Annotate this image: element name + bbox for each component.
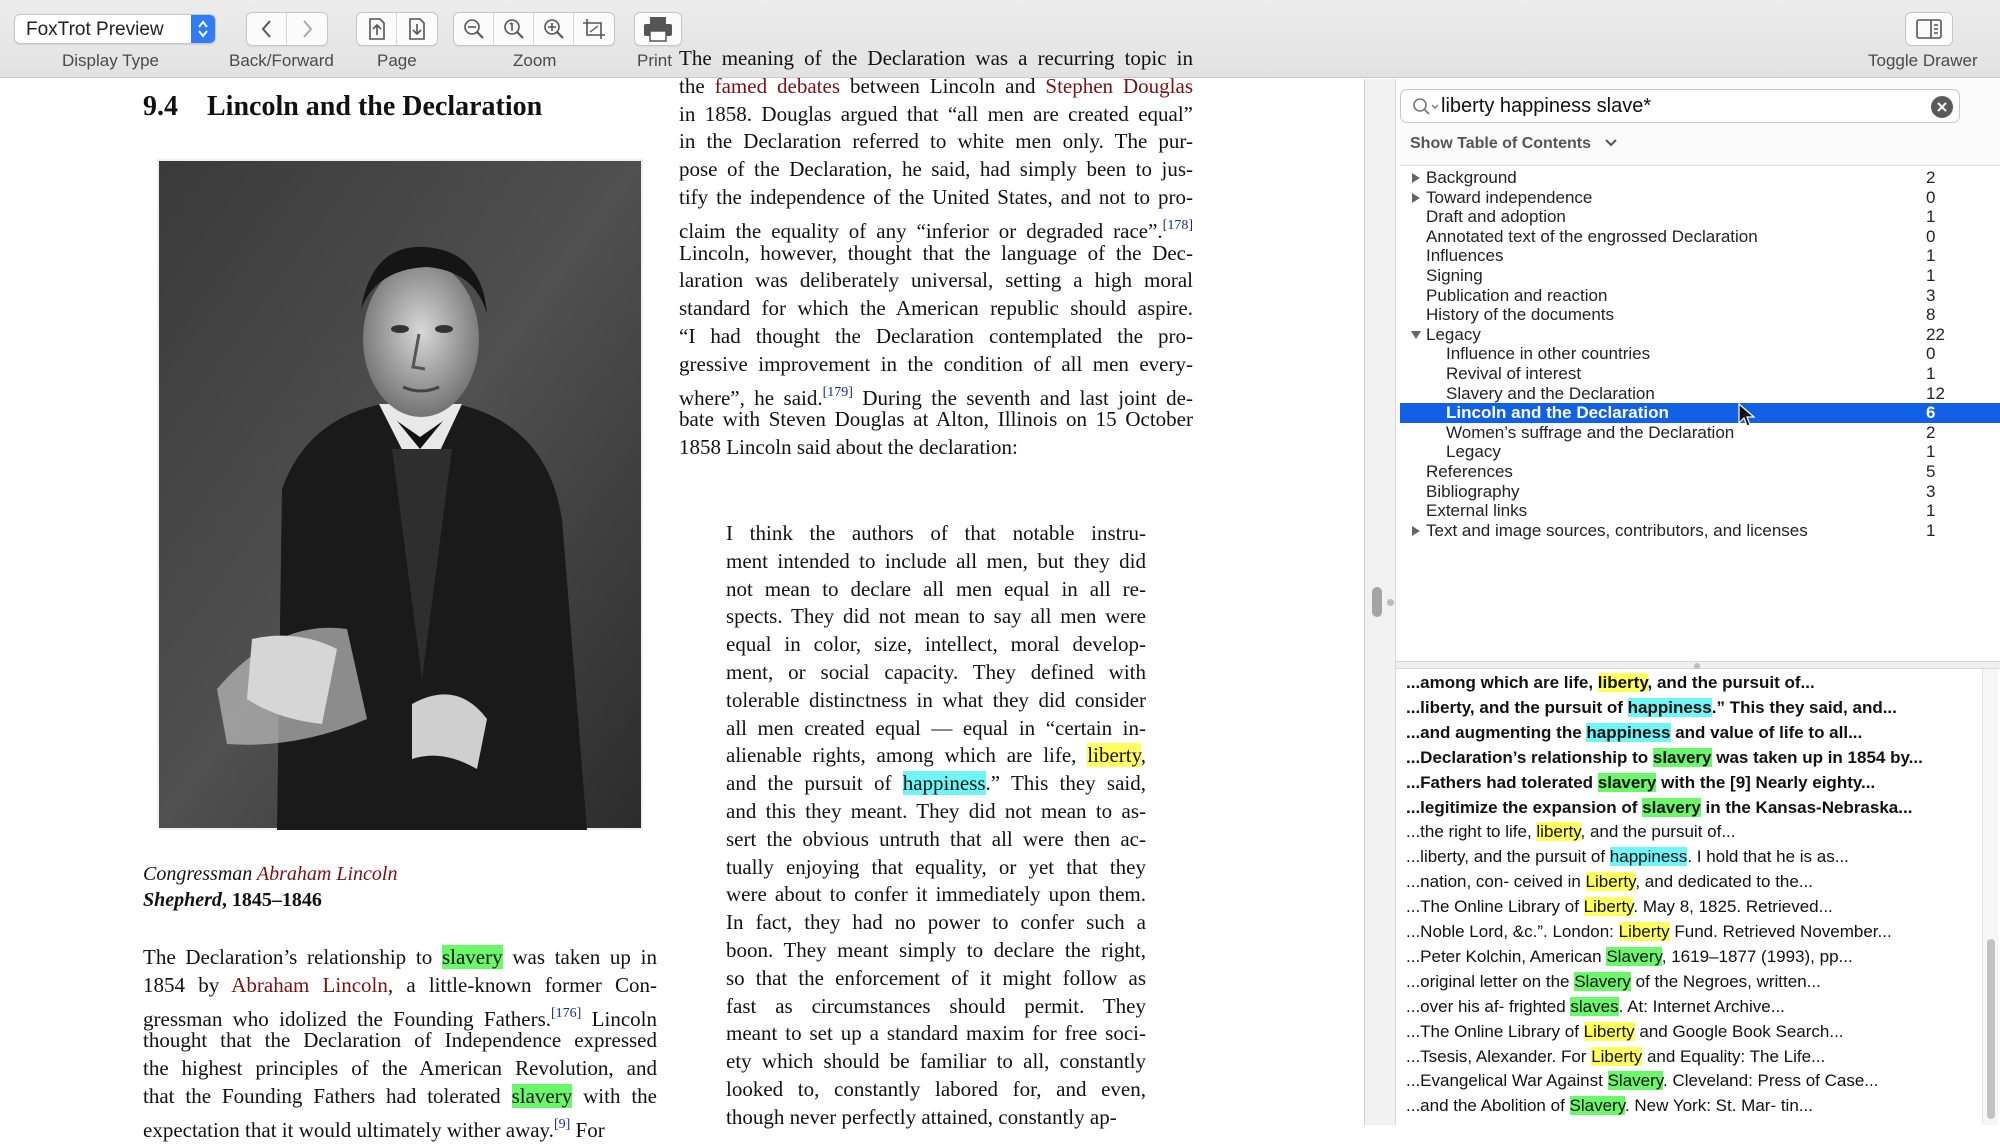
- section-heading: [143, 91, 542, 123]
- text-line: though never perfectly attained, constantly ap-: [726, 1104, 1117, 1129]
- previous-page-button[interactable]: [357, 13, 397, 45]
- zoom-in-icon: [543, 18, 565, 40]
- display-type-label: Display Type: [62, 51, 160, 70]
- toc-item[interactable]: [1400, 207, 2000, 227]
- text-line: looked to, constantly labored for, and even,: [726, 1076, 1146, 1101]
- text-line: In fact, they had no power to confer such a: [726, 910, 1146, 935]
- search-hit-highlight: slavery: [1642, 797, 1701, 817]
- search-result-item[interactable]: ...Fathers had tolerated slavery with the [9] Nearly eighty...: [1406, 772, 1876, 792]
- splitter-dot: [1387, 599, 1394, 606]
- toc-item[interactable]: [1400, 501, 2000, 521]
- image-caption-line1: Congressman Abraham Lincoln: [143, 863, 398, 885]
- image-caption-line2: Shepherd, 1845–1846: [143, 889, 322, 911]
- search-result-item[interactable]: ...Evangelical War Against Slavery. Cleveland: Press of Case...: [1406, 1071, 1879, 1091]
- toggle-drawer-button[interactable]: [1905, 12, 1953, 46]
- citation-link[interactable]: [176]: [551, 1005, 582, 1021]
- text-line: tolerable distinctness in what they did consider: [726, 687, 1146, 712]
- toc-item[interactable]: [1400, 423, 2000, 443]
- zoom-to-fit-button[interactable]: [574, 13, 614, 45]
- text-line: I think the authors of that notable instru-: [726, 521, 1146, 545]
- search-hit-highlight: Liberty: [1585, 872, 1636, 892]
- toc-item-label: Revival of interest: [1446, 364, 1582, 383]
- lincoln-portrait-image: [157, 159, 643, 830]
- hyperlink[interactable]: Stephen Douglas: [1045, 73, 1193, 98]
- next-page-button[interactable]: [397, 13, 437, 45]
- search-result-item[interactable]: ...and the Abolition of Slavery. New York: St. Mar- tin...: [1406, 1096, 1813, 1116]
- toc-item[interactable]: [1400, 521, 2000, 541]
- toc-item-label: Influence in other countries: [1446, 344, 1651, 364]
- text-line: in the Declaration referred to white men only. The pur-: [679, 129, 1193, 154]
- block-quote: [726, 520, 1146, 1132]
- toc-item[interactable]: [1400, 403, 2000, 423]
- text-line: ety which should be familiar to all, constantly: [726, 1049, 1146, 1074]
- text-line: ment intended to include all men, but they did: [726, 548, 1146, 573]
- abraham-lincoln-caption-link[interactable]: Abraham Lincoln: [256, 863, 398, 885]
- toc-item[interactable]: [1400, 364, 2000, 384]
- toc-hit-count: 1: [1926, 442, 1936, 462]
- search-result-item[interactable]: ...Declaration’s relationship to slavery was taken up in 1854 by...: [1406, 747, 1923, 767]
- toc-item[interactable]: [1400, 305, 2000, 325]
- toc-hit-count: 2: [1926, 422, 1936, 442]
- text-line: meant to set up a standard maxim for free soci-: [726, 1021, 1146, 1046]
- toc-item[interactable]: [1400, 168, 2000, 188]
- toc-item-label: Publication and reaction: [1426, 285, 1608, 305]
- actual-size-button[interactable]: [494, 13, 534, 45]
- toc-item[interactable]: [1400, 462, 2000, 482]
- text-line: “I had thought the Declaration contemplated the pro-: [679, 323, 1193, 348]
- sidebar-icon: [1916, 19, 1942, 39]
- toc-hit-count: 1: [1926, 207, 1936, 227]
- text-line: standard for which the American republic should aspire.: [679, 296, 1193, 321]
- clear-search-button[interactable]: [1931, 96, 1953, 118]
- text-line: gressman who idolized the Founding Fathers.[176] Lincoln: [143, 1005, 657, 1031]
- search-result-item[interactable]: ...original letter on the Slavery of the Negroes, written...: [1406, 971, 1821, 991]
- search-icon: [1412, 97, 1440, 117]
- splitter-grip[interactable]: [1372, 587, 1382, 617]
- page-control: [356, 12, 438, 46]
- toc-hit-count: 0: [1926, 344, 1936, 364]
- chevron-left-icon: [260, 19, 274, 39]
- toc-item-label: References: [1426, 462, 1513, 481]
- chevron-down-icon: [1605, 139, 1617, 147]
- toc-hit-count: 8: [1926, 305, 1936, 325]
- search-result-item[interactable]: ...liberty, and the pursuit of happiness.” This they said, and...: [1406, 697, 1897, 717]
- text-line: The Declaration’s relationship to slavery was taken up in: [143, 945, 657, 969]
- disclosure-closed-icon[interactable]: [1410, 172, 1422, 184]
- search-hit-highlight: Liberty: [1583, 897, 1634, 917]
- toc-hit-count: 5: [1926, 462, 1936, 481]
- search-result-item[interactable]: ...liberty, and the pursuit of happiness. I hold that he is as...: [1406, 847, 1849, 867]
- toc-item-label: Legacy: [1446, 442, 1501, 462]
- results-scrollbar[interactable]: [1982, 669, 1998, 1125]
- text-line: thought that the Declaration of Independence expressed: [143, 1028, 657, 1053]
- text-line: laration was deliberately universal, setting a high moral: [679, 268, 1193, 293]
- toc-hit-count: 1: [1926, 501, 1936, 521]
- zoom-in-button[interactable]: [534, 13, 574, 45]
- hyperlink[interactable]: Abraham Lincoln: [231, 972, 388, 997]
- text-line: so that the enforcement of it might follow as: [726, 965, 1146, 990]
- search-result-item[interactable]: ...The Online Library of Liberty and Google Book Search...: [1406, 1021, 1844, 1041]
- toc-item-label: Legacy: [1426, 324, 1481, 344]
- toc-hit-count: 0: [1926, 187, 1936, 207]
- zoom-actual-icon: [503, 18, 525, 40]
- toc-item[interactable]: [1400, 325, 2000, 345]
- page-down-icon: [407, 17, 427, 41]
- search-hit-highlight: Liberty: [1618, 922, 1670, 941]
- body-paragraph-left: [143, 944, 658, 1142]
- search-result-item[interactable]: ...and augmenting the happiness and value of life to all...: [1406, 722, 1863, 742]
- search-hit-highlight: Slavery: [1607, 1071, 1664, 1091]
- crop-fit-icon: [582, 18, 606, 40]
- back-forward-control: [246, 12, 328, 46]
- disclosure-open-icon[interactable]: [1410, 329, 1422, 341]
- zoom-label: Zoom: [513, 51, 557, 70]
- results-splitter[interactable]: [1396, 661, 2000, 669]
- text-line: in 1858. Douglas argued that “all men are created equal”: [679, 101, 1193, 126]
- text-line: all men created equal — equal in “certain in-: [726, 715, 1146, 740]
- citation-link[interactable]: [9]: [553, 1116, 571, 1132]
- back-button[interactable]: [247, 13, 287, 45]
- page-up-icon: [367, 17, 387, 41]
- text-line: the famed debates between Lincoln and Stephen Douglas: [679, 73, 1193, 98]
- print-label: Print: [637, 51, 672, 70]
- toc-hit-count: 12: [1926, 383, 1945, 403]
- search-result-item[interactable]: ...the right to life, liberty, and the pursuit of...: [1406, 822, 1736, 842]
- toc-item[interactable]: [1400, 286, 2000, 306]
- toc-item[interactable]: [1400, 442, 2000, 462]
- toc-hit-count: 3: [1926, 481, 1936, 501]
- toc-hit-count: 6: [1926, 403, 1936, 423]
- text-line: boon. They meant simply to declare the right,: [726, 937, 1146, 962]
- citation-link[interactable]: [179]: [822, 384, 853, 400]
- toc-hit-count: 1: [1926, 246, 1936, 266]
- search-hit-highlight: slaves: [1570, 996, 1619, 1016]
- search-hit-highlight: happiness: [902, 771, 986, 796]
- toc-hit-count: 0: [1926, 226, 1936, 246]
- search-result-item[interactable]: ...The Online Library of Liberty. May 8, 1825. Retrieved...: [1406, 897, 1833, 917]
- search-result-item[interactable]: ...nation, con- ceived in Liberty, and dedicated to the...: [1406, 872, 1813, 892]
- toc-item-label: Influences: [1426, 246, 1504, 266]
- search-field[interactable]: [1400, 89, 1960, 123]
- text-line: and the pursuit of happiness.” This they said,: [726, 771, 1146, 796]
- toc-item-label: Draft and adoption: [1426, 207, 1566, 227]
- toc-item-label: Toward independence: [1426, 187, 1593, 207]
- text-line: equal in color, size, intellect, moral develop-: [726, 632, 1146, 657]
- text-line: not mean to declare all men equal in all re-: [726, 576, 1146, 601]
- toc-hit-count: 1: [1926, 266, 1936, 285]
- print-control: [634, 12, 682, 46]
- search-result-item[interactable]: ...Peter Kolchin, American Slavery, 1619–1877 (1993), pp...: [1406, 946, 1853, 966]
- search-hit-highlight: Slavery: [1574, 971, 1631, 991]
- toc-item[interactable]: [1400, 344, 2000, 364]
- text-line: the highest principles of the American Revolution, and: [143, 1056, 657, 1081]
- text-line: 1854 by Abraham Lincoln, a little-known former Con-: [143, 972, 658, 997]
- show-toc-toggle[interactable]: Show Table of Contents: [1410, 135, 1617, 153]
- disclosure-closed-icon[interactable]: [1410, 192, 1422, 204]
- search-hit-highlight: slavery: [441, 945, 503, 969]
- close-icon: [1936, 101, 1948, 113]
- section-number: 9.4: [143, 91, 178, 122]
- search-hit-highlight: slavery: [511, 1083, 573, 1108]
- text-line: spects. They did not mean to say all men were: [726, 604, 1146, 629]
- toc-hit-count: 1: [1926, 520, 1936, 540]
- printer-icon: [642, 16, 674, 42]
- text-line: sert the obvious untruth that all were then ac-: [726, 826, 1146, 851]
- toc-hit-count: 3: [1926, 285, 1936, 305]
- search-hit-highlight: liberty: [1597, 673, 1648, 692]
- search-result-item[interactable]: ...Tsesis, Alexander. For Liberty and Equality: The Life...: [1406, 1046, 1826, 1066]
- hyperlink[interactable]: famed debates: [714, 73, 840, 98]
- search-hit-highlight: Liberty: [1583, 1021, 1635, 1041]
- search-results-list: [1396, 669, 2000, 1125]
- toc-item[interactable]: [1400, 227, 2000, 247]
- toc-item[interactable]: [1400, 384, 2000, 404]
- search-hit-highlight: slavery: [1652, 747, 1712, 767]
- toc-item-label: Slavery and the Declaration: [1446, 383, 1655, 403]
- text-line: fast as circumstances should permit. They: [726, 993, 1146, 1018]
- text-line: Lincoln, however, thought that the language of the Dec-: [679, 240, 1193, 265]
- text-line: pose of the Declaration, he said, had simply been to jus-: [679, 157, 1193, 182]
- table-of-contents: [1400, 165, 2000, 661]
- disclosure-closed-icon[interactable]: [1410, 525, 1422, 537]
- toc-item-label: Lincoln and the Declaration: [1446, 403, 1669, 423]
- toc-item-label: History of the documents: [1426, 305, 1615, 325]
- body-paragraph-right: [679, 45, 1193, 462]
- toc-item[interactable]: [1400, 482, 2000, 502]
- toc-item-label: Bibliography: [1426, 481, 1520, 501]
- display-type-value: FoxTrot Preview: [26, 19, 164, 40]
- search-hit-highlight: liberty: [1087, 743, 1141, 768]
- toc-item-label: Signing: [1426, 266, 1483, 285]
- toggle-drawer-label: Toggle Drawer: [1868, 51, 1978, 70]
- search-input[interactable]: [1441, 93, 1911, 119]
- search-result-item[interactable]: ...among which are life, liberty, and the pursuit of...: [1406, 673, 1815, 692]
- search-hit-highlight: happiness: [1627, 697, 1712, 717]
- zoom-out-button[interactable]: [454, 13, 494, 45]
- text-line: and this they meant. They did not mean to as-: [726, 798, 1146, 823]
- toc-hit-count: 1: [1926, 364, 1936, 383]
- toc-item-label: Women’s suffrage and the Declaration: [1446, 422, 1735, 442]
- toc-item-label: Text and image sources, contributors, and licenses: [1426, 520, 1808, 540]
- text-line: 1858 Lincoln said about the declaration:: [679, 435, 1018, 460]
- text-line: where”, he said.[179] During the seventh and last joint de-: [679, 384, 1193, 410]
- text-line: bate with Steven Douglas at Alton, Illinois on 15 October: [679, 407, 1193, 432]
- search-result-item[interactable]: ...over his af- frighted slaves. At: Internet Archive...: [1406, 996, 1785, 1016]
- toc-item-label: Annotated text of the engrossed Declaration: [1426, 226, 1758, 246]
- drawer-splitter[interactable]: [1364, 79, 1396, 1125]
- search-hit-highlight: Slavery: [1606, 946, 1662, 966]
- toc-item[interactable]: [1400, 188, 2000, 208]
- search-hit-highlight: happiness: [1609, 847, 1688, 867]
- text-line: were about to confer it immediately upon them.: [726, 882, 1146, 907]
- search-hit-highlight: happiness: [1586, 722, 1671, 742]
- toc-item[interactable]: [1400, 246, 2000, 266]
- results-scrollbar-thumb[interactable]: [1987, 939, 1995, 1119]
- search-hit-highlight: Liberty: [1591, 1046, 1643, 1066]
- display-type-popup[interactable]: [14, 14, 216, 44]
- print-button[interactable]: [635, 13, 681, 45]
- toc-item-label: External links: [1426, 501, 1528, 521]
- text-line: alienable rights, among which are life, liberty,: [726, 743, 1146, 768]
- search-drawer: [1396, 79, 2000, 1125]
- chevron-right-icon: [300, 19, 314, 39]
- section-title: Lincoln and the Declaration: [207, 91, 543, 122]
- search-hit-highlight: liberty: [1536, 822, 1581, 842]
- page-label: Page: [377, 51, 417, 70]
- text-line: expectation that it would ultimately wither away.[9] For: [143, 1116, 605, 1142]
- forward-button[interactable]: [287, 13, 327, 45]
- search-hit-highlight: Slavery: [1569, 1096, 1625, 1116]
- text-line: The meaning of the Declaration was a recurring topic in: [679, 46, 1193, 70]
- text-line: claim the equality of any “inferior or degraded race”.[178]: [679, 217, 1193, 243]
- text-line: tually enjoying that equality, or yet that they: [726, 854, 1146, 879]
- search-result-item[interactable]: ...Noble Lord, &c.”. London: Liberty Fund. Retrieved November...: [1406, 922, 1892, 941]
- toc-hit-count: 22: [1926, 324, 1945, 344]
- back-forward-label: Back/Forward: [229, 51, 334, 70]
- text-line: tify the independence of the United States, and not to pro-: [679, 184, 1193, 209]
- text-line: ment, or social capacity. They defined with: [726, 659, 1146, 684]
- citation-link[interactable]: [178]: [1162, 217, 1193, 233]
- text-line: that the Founding Fathers had tolerated slavery with the: [143, 1083, 657, 1108]
- search-hit-highlight: slavery: [1597, 772, 1657, 792]
- toc-hit-count: 2: [1926, 168, 1936, 187]
- zoom-out-icon: [463, 18, 485, 40]
- popup-arrows-icon: [191, 15, 215, 43]
- zoom-control: [453, 12, 615, 46]
- toc-item-label: Background: [1426, 168, 1517, 187]
- toc-item[interactable]: [1400, 266, 2000, 286]
- text-line: gressive improvement in the condition of all men every-: [679, 351, 1193, 376]
- search-result-item[interactable]: ...legitimize the expansion of slavery in the Kansas-Nebraska...: [1406, 797, 1913, 817]
